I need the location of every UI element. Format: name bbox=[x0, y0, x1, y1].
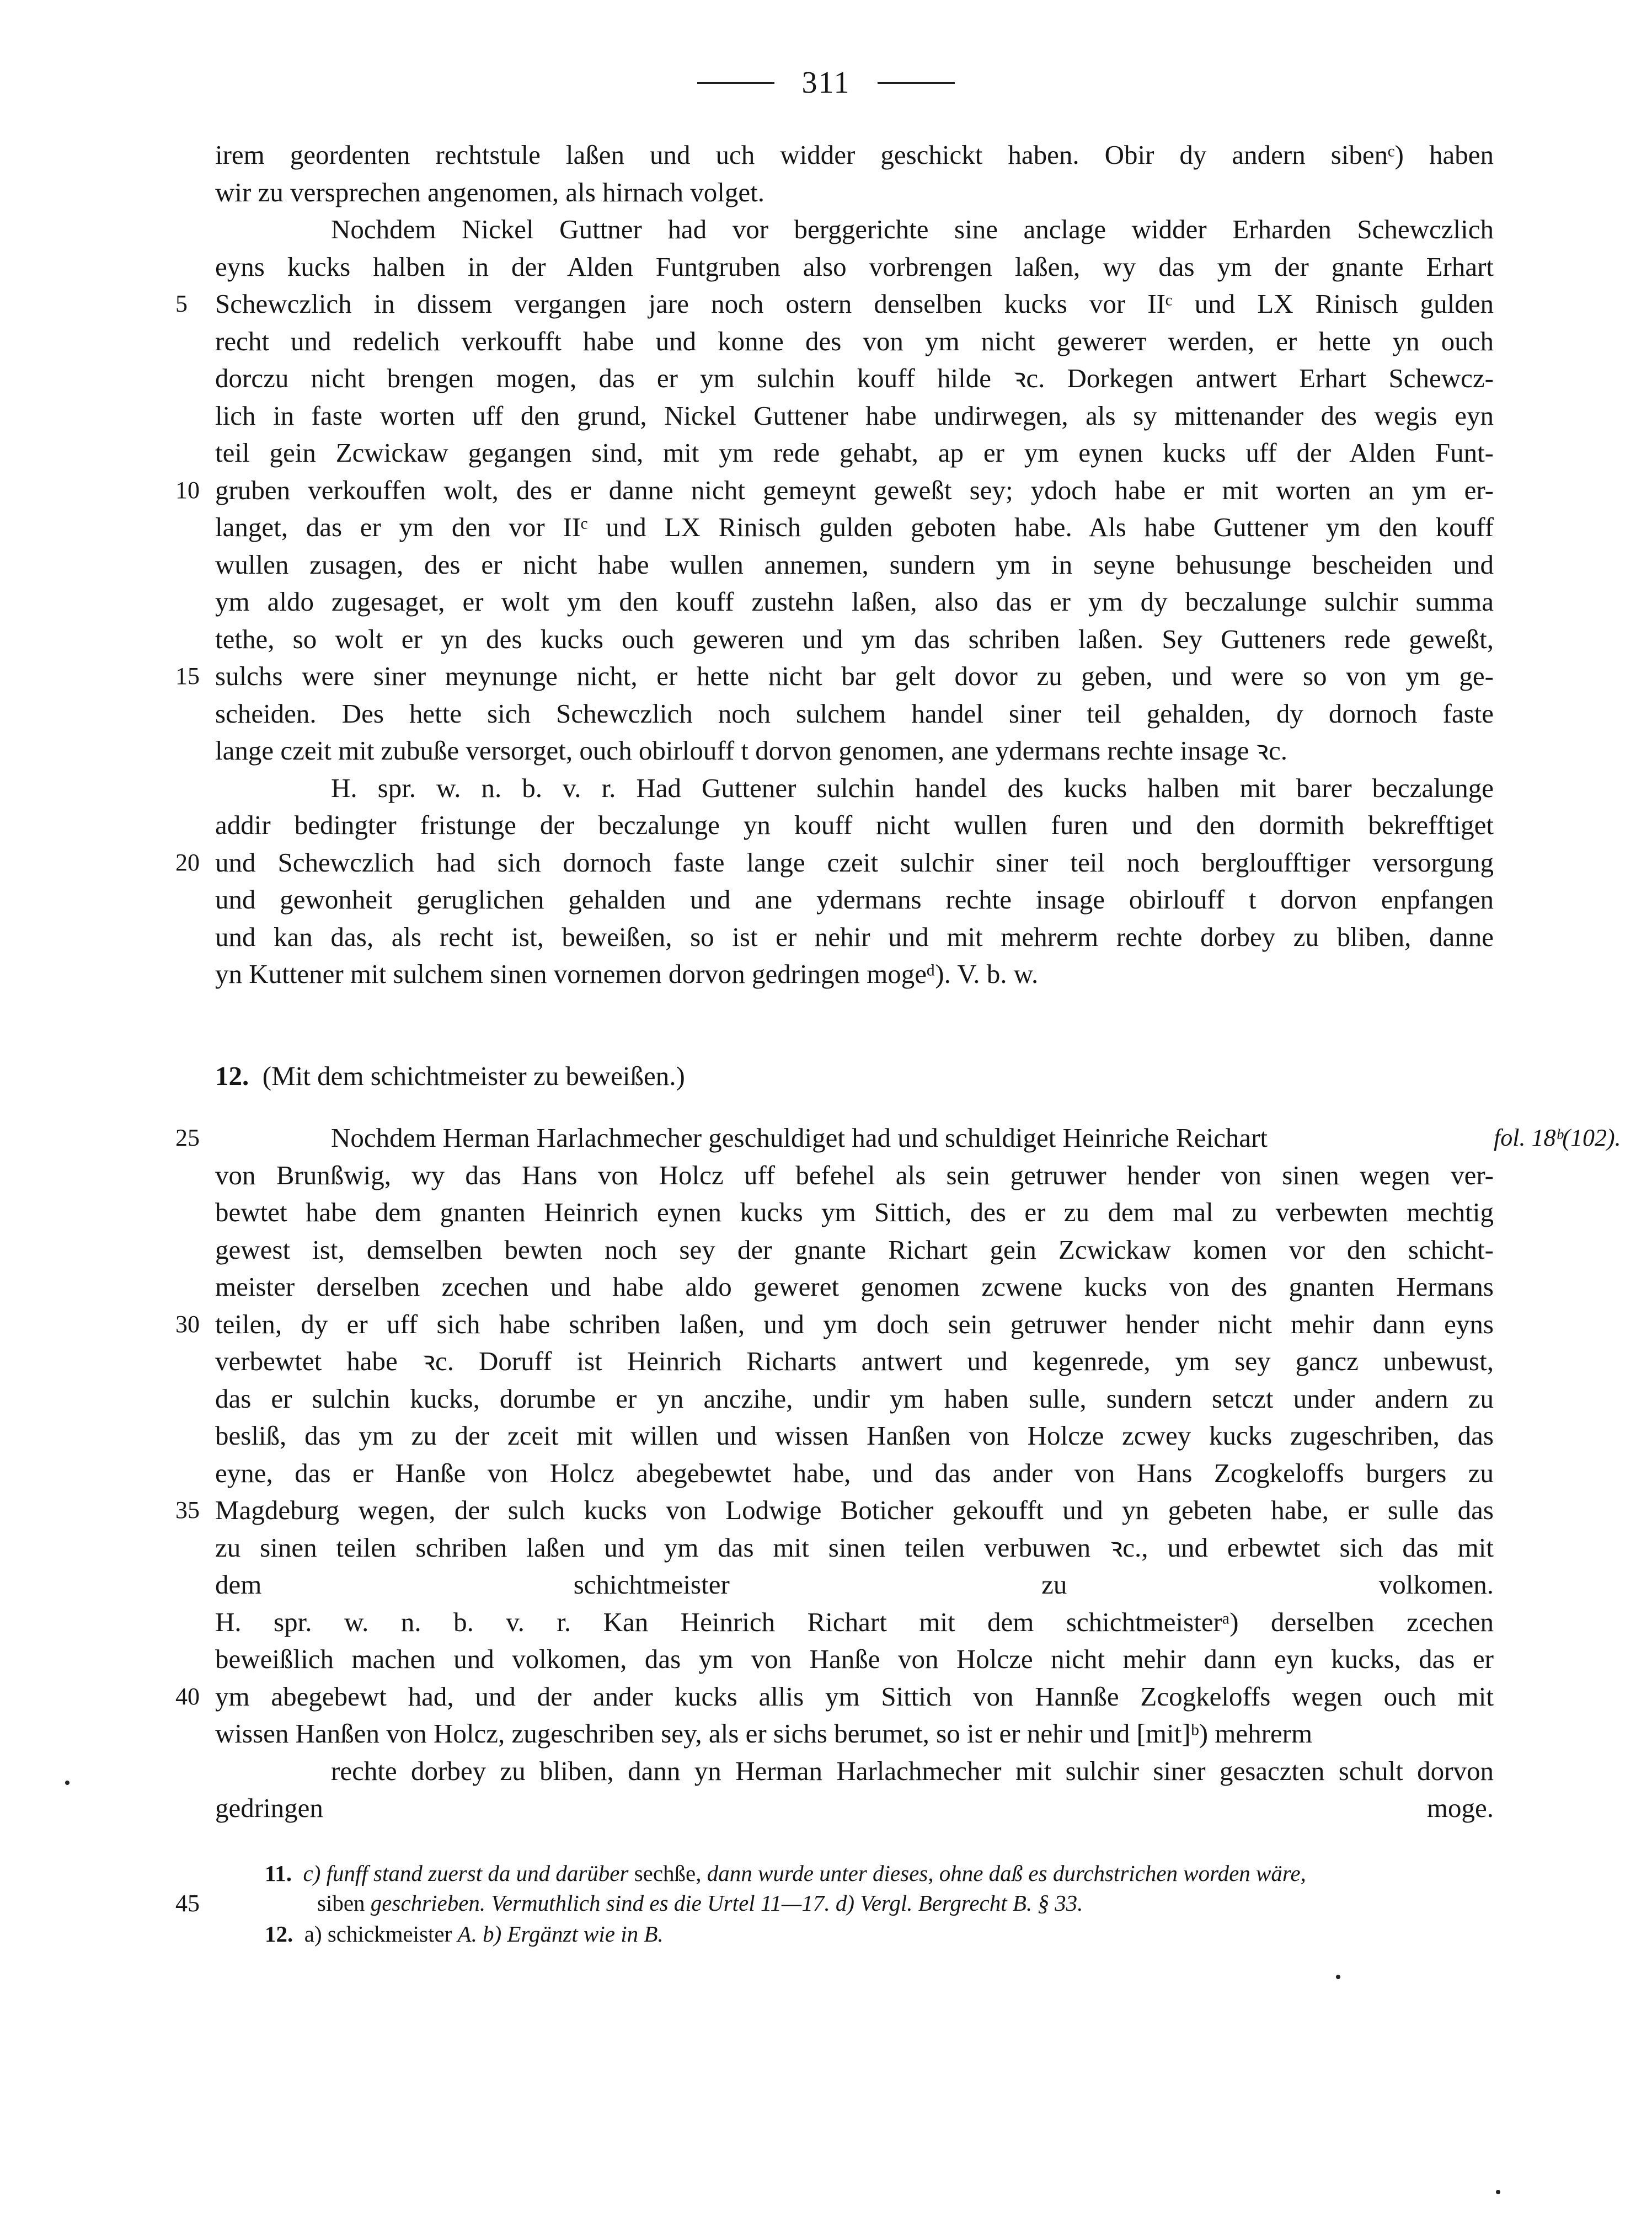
footnote-11-text-b: stand zuerst da und darüber bbox=[373, 1861, 629, 1886]
text-line: langet, das er ym den vor IIᶜ und LX Rinisch gulden geboten habe. Als habe Guttener ym den kouff bbox=[215, 512, 1494, 542]
header-rule-right bbox=[878, 82, 955, 84]
text-line: zu sinen teilen schriben laßen und ym das mit sinen teilen verbuwen ꝛc., und erbewtet sich das mit bbox=[215, 1532, 1494, 1563]
text-line: tethe, so wolt er yn des kucks ouch geweren und ym das schriben laßen. Sey Gutteners rede geweßt, bbox=[215, 623, 1494, 654]
line-number: 10 bbox=[175, 476, 200, 504]
scan-speck bbox=[1336, 1975, 1340, 1979]
text-line: beweißlich machen und volkomen, das ym von Hanße von Holcze nicht mehir dann eyn kucks, das er bbox=[215, 1644, 1494, 1674]
text-line: dorczu nicht brengen mogen, das er ym sulchin kouff hilde ꝛc. Dorkegen antwert Erhart Schewcz- bbox=[215, 363, 1494, 393]
footnote-line-number: 45 bbox=[175, 1890, 200, 1917]
text-line: meister derselben zcechen und habe aldo geweret genomen zcwene kucks von des gnanten Hermans bbox=[215, 1271, 1494, 1302]
text-line: irem geordenten rechtstule laßen und uch widder geschickt haben. Obir dy andern sibenᶜ) haben bbox=[215, 140, 1494, 170]
footnote-12-text-a: a) schickmeister bbox=[304, 1921, 452, 1947]
scan-speck bbox=[1496, 2190, 1500, 2194]
section-title: (Mit dem schichtmeister zu beweißen.) bbox=[262, 1061, 685, 1091]
line-number: 40 bbox=[175, 1682, 200, 1710]
text-line: Magdeburg wegen, der sulch kucks von Lodwige Boticher gekoufft und yn gebeten habe, er sulle das bbox=[215, 1495, 1494, 1525]
text-line: gruben verkouffen wolt, des er danne nicht gemeynt geweßt sey; ydoch habe er mit worten an ym er- bbox=[215, 474, 1494, 505]
footnote-11-number: 11. bbox=[265, 1861, 292, 1886]
text-line: wir zu versprechen angenomen, als hirnach volget. bbox=[215, 177, 764, 207]
margin-note-folio: fol. 18ᵇ(102). bbox=[1494, 1124, 1621, 1151]
text-line: rechte dorbey zu bliben, dann yn Herman Harlachmecher mit sulchir siner gesacztеn schult dorvon bbox=[331, 1755, 1494, 1786]
section-12-heading bbox=[215, 1058, 685, 1094]
text-line: lange czeit mit zubuße versorget, ouch obirlouff t dorvon genomen, ane ydermans rechte insage ꝛc. bbox=[215, 735, 1288, 766]
text-line: wissen Hanßen von Holcz, zugeschriben sey, als er sichs berumet, so ist er nehir und [mit]ᵇ) mehrerm bbox=[215, 1718, 1313, 1749]
text-line: verbewtet habe ꝛc. Doruff ist Heinrich Richarts antwert und kegenrede, ym sey gancz unbewust, bbox=[215, 1346, 1494, 1376]
page-header bbox=[0, 65, 1652, 100]
footnote-11-text-a: c) funff bbox=[303, 1861, 368, 1886]
text-line: sulchs were siner meynunge nicht, er hette nicht bar gelt dovor zu geben, und were so von ym ge- bbox=[215, 661, 1494, 691]
footnote-12 bbox=[265, 1918, 664, 1949]
text-line: und gewonheit geruglichen gehalden und ane ydermans rechte insage obirlouff t dorvon enpfangen bbox=[215, 884, 1494, 915]
text-line: H. spr. w. n. b. v. r. Had Guttener sulchin handel des kucks halben mit barer beczalunge bbox=[331, 772, 1494, 803]
footnote-11-text-d: dann wurde unter dieses, ohne daß es durchstrichen worden wäre, bbox=[707, 1861, 1306, 1886]
footnote-11-text-f: geschrieben. Vermuthlich sind es die Urtel 11—17. d) Vergl. Bergrecht B. § 33. bbox=[370, 1890, 1083, 1916]
text-line: das er sulchin kucks, dorumbe er yn anczihe, undir ym haben sulle, sundern setczt under andern zu bbox=[215, 1383, 1494, 1414]
text-line: teilen, dy er uff sich habe schriben laßen, und ym doch sein getruwer hender nicht mehir dann eyns bbox=[215, 1308, 1494, 1339]
text-line: und Schewczlich had sich dornoch faste lange czeit sulchir siner teil noch bergloufftiger versorgung bbox=[215, 847, 1494, 878]
footnote-11-text-e: siben bbox=[317, 1890, 365, 1916]
section-number: 12. bbox=[215, 1061, 249, 1091]
text-line: wullen zusagen, des er nicht habe wullen annemen, sundern ym in seyne behusunge bescheiden und bbox=[215, 549, 1494, 580]
text-line: H. spr. w. n. b. v. r. Kan Heinrich Richart mit dem schichtmeisterᵃ) derselben zcechen bbox=[215, 1606, 1494, 1637]
text-line: teil gein Zcwickaw gegangen sind, mit ym rede gehabt, ap er ym eynen kucks uff der Alden Funt- bbox=[215, 437, 1494, 468]
text-line: von Brunßwig, wy das Hans von Holcz uff befehel als sein getruwer hender von sinen wegen ver- bbox=[215, 1159, 1494, 1190]
line-number: 25 bbox=[175, 1124, 200, 1151]
line-number: 35 bbox=[175, 1496, 200, 1524]
text-line: lich in faste worten uff den grund, Nickel Guttener habe undirwegen, als sy mittenander des wegis eyn bbox=[215, 400, 1494, 431]
text-line: scheiden. Des hette sich Schewczlich noch sulchem handel siner teil gehalden, dy dornoch faste bbox=[215, 698, 1494, 729]
text-line: Nochdem Nickel Guttner had vor berggerichte sine anclage widder Erharden Schewczlich bbox=[331, 214, 1494, 244]
footnote-12-number: 12. bbox=[265, 1921, 293, 1947]
text-line: eyne, das er Hanße von Holcz abegebewtet habe, und das ander von Hans Zcogkeloffs burgers zu bbox=[215, 1457, 1494, 1488]
footnote-11-line-2 bbox=[317, 1888, 1083, 1918]
footnote-12-text-b: A. b) Ergänzt wie in B. bbox=[457, 1921, 664, 1947]
line-number: 15 bbox=[175, 662, 200, 689]
line-number: 30 bbox=[175, 1310, 200, 1338]
footnote-11-line-1 bbox=[265, 1858, 1306, 1889]
text-line: addir bedingter fristunge der beczalunge yn kouff nicht wullen furen und den dormith bekrefftiget bbox=[215, 810, 1494, 840]
text-line: und kan das, als recht ist, beweißen, so ist er nehir und mit mehrerm rechte dorbey zu bliben, danne bbox=[215, 921, 1494, 952]
text-line: eyns kucks halben in der Alden Funtgruben also vorbrengen laßen, wy das ym der gnante Erhart bbox=[215, 251, 1494, 282]
text-line: gewest ist, demselben bewten noch sey der gnante Richart gein Zcwickaw komen vor den schicht- bbox=[215, 1234, 1494, 1265]
text-line: yn Kuttener mit sulchem sinen vornemen dorvon gedringen mogeᵈ). V. b. w. bbox=[215, 959, 1039, 989]
scan-speck bbox=[65, 1781, 69, 1785]
text-line: ym aldo zugesaget, er wolt ym den kouff zustehn laßen, also das er ym dy beczalunge sulchir summa bbox=[215, 586, 1494, 617]
text-line: dem schichtmeister zu volkomen. bbox=[215, 1569, 1494, 1600]
text-line: bewtet habe dem gnanten Heinrich eynen kucks ym Sittich, des er zu dem mal zu verbewten mechtig bbox=[215, 1197, 1494, 1227]
line-number: 5 bbox=[175, 290, 188, 317]
text-line: Schewczlich in dissem vergangen jare noch ostern denselben kucks vor IIᶜ und LX Rinisch gulden bbox=[215, 288, 1494, 319]
footnote-11-text-c: sechße, bbox=[634, 1861, 702, 1886]
text-line: ym abegebewt had, und der ander kucks allis ym Sittich von Hannße Zcogkeloffs wegen ouch mit bbox=[215, 1681, 1494, 1712]
text-line: recht und redelich verkoufft habe und konne des von ym nicht gewerет werden, er hette yn ouch bbox=[215, 325, 1494, 356]
text-line: Nochdem Herman Harlachmecher geschuldiget had und schuldiget Heinriche Reichart bbox=[331, 1122, 1268, 1153]
text-line: gedringen moge. bbox=[215, 1793, 1494, 1823]
header-rule-left bbox=[697, 82, 774, 84]
page-number: 311 bbox=[801, 66, 851, 100]
text-line: besliß, das ym zu der zceit mit willen und wissen Hanßen von Holcze zcwey kucks zugeschriben, das bbox=[215, 1420, 1494, 1451]
line-number: 20 bbox=[175, 848, 200, 876]
